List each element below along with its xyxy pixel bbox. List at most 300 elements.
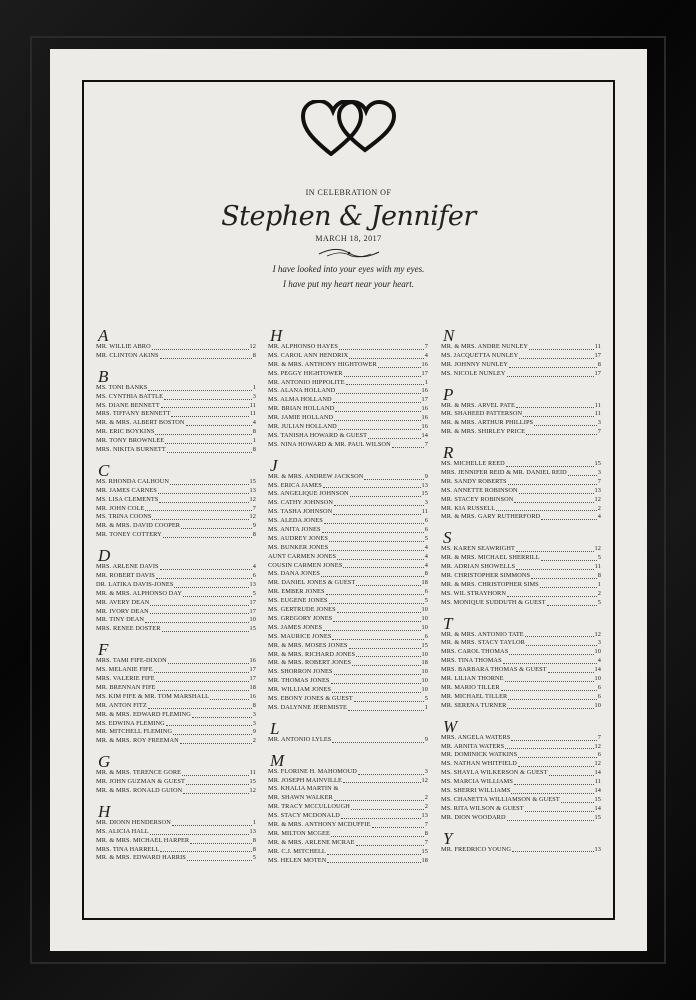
table-number: 6: [597, 751, 601, 759]
guest-row: [441, 410, 601, 419]
guest-name: MR. DOMINICK WATKINS: [441, 751, 518, 759]
guest-name: MS. ALMA HOLLAND: [268, 396, 332, 404]
table-number: 12: [421, 776, 428, 784]
guest-name: MS. MICHELLE REED: [441, 460, 505, 468]
dot-leader: [165, 437, 252, 444]
dot-leader: [526, 428, 597, 435]
guest-name: MR. MITCHELL FLEMING: [96, 728, 173, 736]
dot-leader: [516, 545, 594, 552]
table-number: 4: [597, 657, 601, 665]
table-number: 4: [424, 561, 428, 569]
section-letter: R: [443, 443, 454, 463]
dot-leader: [496, 505, 597, 512]
guest-row: [268, 535, 428, 544]
section-letter: D: [98, 546, 111, 566]
guest-row: [441, 554, 601, 563]
table-number: 13: [249, 827, 256, 835]
dot-leader: [341, 812, 421, 819]
dot-leader: [332, 736, 423, 743]
dot-leader: [503, 657, 597, 664]
guest-row: [96, 505, 256, 514]
table-number: 10: [249, 616, 256, 624]
table-number: 10: [421, 668, 428, 676]
table-number: 15: [249, 778, 256, 786]
guest-row: [441, 639, 601, 648]
table-number: 14: [594, 804, 601, 812]
section-letter: C: [98, 460, 110, 480]
dot-leader: [334, 668, 421, 675]
letter-group: [96, 366, 256, 455]
dot-leader: [190, 837, 252, 844]
guest-name: MR. TINY DEAN: [96, 616, 145, 624]
section-letter: H: [98, 801, 111, 821]
dot-leader: [167, 446, 252, 453]
seating-column-3: [441, 328, 601, 862]
guest-row: [268, 508, 428, 517]
table-number: 16: [249, 692, 256, 700]
table-number: 2: [424, 803, 428, 811]
table-number: 4: [424, 543, 428, 551]
table-number: 15: [594, 460, 601, 468]
guest-row: [441, 460, 601, 469]
table-number: 18: [421, 659, 428, 667]
table-number: 15: [249, 625, 256, 633]
table-number: 8: [252, 845, 256, 853]
guest-name: MRS. CAROL THOMAS: [441, 648, 509, 656]
guest-name: MR. ERIC BOYKINS: [96, 428, 155, 436]
table-number: 7: [597, 428, 601, 436]
table-number: 5: [597, 598, 601, 606]
table-number: 7: [424, 440, 428, 448]
guest-row: [96, 478, 256, 487]
dot-leader: [338, 423, 421, 430]
guest-row: [268, 642, 428, 651]
table-number: 15: [594, 795, 601, 803]
dot-leader: [507, 702, 593, 709]
dot-leader: [519, 352, 593, 359]
letter-group: [96, 548, 256, 634]
guest-row: [268, 659, 428, 668]
guest-row: [96, 563, 256, 572]
guest-name: MR. TONY BROWNLEE: [96, 437, 165, 445]
letter-group: [441, 716, 601, 823]
guest-row: [96, 419, 256, 428]
section-letter: J: [270, 455, 278, 475]
guest-name: MS. JACQUETTA NUNLEY: [441, 351, 519, 359]
dot-leader: [337, 553, 424, 560]
table-number: 8: [597, 572, 601, 580]
table-number: 16: [249, 657, 256, 665]
guest-row: [268, 785, 428, 794]
guest-name: MR. & MRS. MOSES JONES: [268, 641, 348, 649]
guest-name: MRS. TINA THOMAS: [441, 657, 502, 665]
section-letter: S: [443, 528, 452, 548]
table-number: 12: [594, 742, 601, 750]
dot-leader: [358, 768, 424, 775]
dot-leader: [356, 579, 420, 586]
guest-name: MR. ADRIAN SHOWELLS: [441, 563, 516, 571]
guest-name: MS. DALYNNE JEREMISTE: [268, 703, 347, 711]
table-number: 15: [421, 847, 428, 855]
guest-name: MR. JULIAN HOLLAND: [268, 423, 337, 431]
guest-row: [268, 821, 428, 830]
table-number: 10: [421, 623, 428, 631]
guest-row: [441, 814, 601, 823]
guest-name: MR. SERENA TURNER: [441, 701, 507, 709]
guest-row: [441, 760, 601, 769]
table-number: 11: [594, 410, 601, 418]
section-letter: G: [98, 752, 111, 772]
dot-leader: [523, 410, 594, 417]
guest-name: MR. & MRS. ALPHONSO DAY: [96, 589, 183, 597]
letter-group: [268, 718, 428, 745]
guest-name: MR. & MRS. EDWARD FLEMING: [96, 710, 191, 718]
table-number: 13: [421, 481, 428, 489]
guest-row: [96, 581, 256, 590]
letter-group: [268, 750, 428, 866]
guest-name: MS. DANA JONES: [268, 570, 320, 578]
table-number: 7: [424, 820, 428, 828]
table-number: 1: [424, 378, 428, 386]
table-number: 18: [249, 683, 256, 691]
dot-leader: [509, 648, 593, 655]
table-number: 1: [252, 383, 256, 391]
dot-leader: [164, 393, 252, 400]
table-number: 5: [252, 854, 256, 862]
guest-name: MS. WIL STRAYHORN: [441, 589, 506, 597]
dot-leader: [514, 778, 594, 785]
dot-leader: [159, 496, 248, 503]
guest-row: [268, 423, 428, 432]
guest-row: [441, 734, 601, 743]
guest-row: [441, 545, 601, 554]
guest-name: MS. ERICA JAMES: [268, 481, 322, 489]
dot-leader: [332, 686, 421, 693]
guest-row: [268, 490, 428, 499]
guest-row: [268, 379, 428, 388]
guest-row: [441, 496, 601, 505]
table-number: 10: [594, 675, 601, 683]
guest-name: MR. DION WOODARD: [441, 813, 506, 821]
guest-row: [96, 496, 256, 505]
guest-name: MS. KHALIA MARTIN &: [268, 785, 339, 793]
dot-leader: [157, 684, 249, 691]
guest-name: MR. LILIAN THORNE: [441, 675, 504, 683]
guest-name: MS. ALICIA HALL: [96, 827, 149, 835]
table-number: 6: [597, 683, 601, 691]
dot-leader: [332, 633, 423, 640]
guest-name: MRS. ANGELA WATERS: [441, 733, 511, 741]
section-letter: F: [98, 640, 109, 660]
guest-row: [441, 581, 601, 590]
dot-leader: [160, 563, 252, 570]
table-number: 12: [594, 630, 601, 638]
dot-leader: [333, 615, 420, 622]
guest-row: [268, 482, 428, 491]
dot-leader: [324, 517, 424, 524]
dot-leader: [155, 428, 251, 435]
guest-row: [268, 812, 428, 821]
guest-row: [441, 684, 601, 693]
table-number: 7: [252, 504, 256, 512]
guest-row: [268, 553, 428, 562]
table-number: 1: [252, 437, 256, 445]
dot-leader: [160, 846, 251, 853]
table-number: 3: [424, 499, 428, 507]
guest-row: [268, 736, 428, 745]
guest-name: MR. CHRISTOPHER SIMMONS: [441, 572, 531, 580]
dot-leader: [148, 702, 252, 709]
letter-group: [441, 328, 601, 379]
dot-leader: [166, 720, 252, 727]
dot-leader: [181, 522, 252, 529]
guest-name: MS. STACY MCDONALD: [268, 812, 340, 820]
table-number: 4: [597, 513, 601, 521]
table-number: 16: [421, 423, 428, 431]
dot-leader: [346, 379, 424, 386]
celebration-text: IN CELEBRATION OF: [305, 188, 392, 197]
guest-row: [268, 704, 428, 713]
guest-row: [96, 693, 256, 702]
guest-name: MR. STACEY ROBINSON: [441, 495, 514, 503]
section-letter: H: [270, 326, 283, 345]
guest-row: [96, 854, 256, 863]
guest-name: MS. KIM FIFE & MR. TOM MARSHALL: [96, 692, 210, 700]
guest-row: [96, 608, 256, 617]
dot-leader: [170, 478, 249, 485]
table-number: 13: [594, 845, 601, 853]
dot-leader: [507, 814, 594, 821]
guest-row: [96, 590, 256, 599]
guest-row: [441, 361, 601, 370]
table-number: 3: [597, 419, 601, 427]
table-number: 14: [594, 666, 601, 674]
section-letter: L: [270, 718, 280, 738]
guest-row: [441, 751, 601, 760]
guest-name: MR. SANDY ROBERTS: [441, 477, 507, 485]
guest-row: [96, 737, 256, 746]
guest-name: MR. ROBERT DAVIS: [96, 572, 155, 580]
guest-name: MR. SHAWN WALKER: [268, 794, 333, 802]
table-number: 11: [594, 401, 601, 409]
quote-line-1: I have looked into your eyes with my eyes.: [272, 264, 425, 274]
dot-leader: [525, 631, 594, 638]
guest-name: MR. & MRS. DAVID COOPER: [96, 522, 181, 530]
table-number: 10: [421, 650, 428, 658]
quote-line-2: I have put my heart near your heart.: [283, 279, 414, 289]
table-number: 3: [252, 710, 256, 718]
table-number: 3: [424, 767, 428, 775]
seating-column-2: [268, 328, 428, 873]
dot-leader: [506, 460, 594, 467]
guest-name: MS. TASHA JOHNSON: [268, 508, 333, 516]
guest-row: [96, 446, 256, 455]
guest-name: MR. FREDRICO YOUNG: [441, 845, 511, 853]
dot-leader: [331, 677, 421, 684]
guest-name: MS. NATHAN WHITFIELD: [441, 760, 517, 768]
dot-leader: [322, 526, 424, 533]
guest-row: [268, 544, 428, 553]
dot-leader: [158, 487, 249, 494]
table-number: 2: [597, 589, 601, 597]
guest-row: [268, 803, 428, 812]
table-number: 4: [252, 419, 256, 427]
guest-name: MR. & MRS. SHIRLEY PRICE: [441, 428, 526, 436]
guest-row: [268, 343, 428, 352]
guest-row: [96, 487, 256, 496]
guest-name: MR. ANTONIO LYLES: [268, 735, 332, 743]
guest-row: [441, 796, 601, 805]
dot-leader: [364, 473, 423, 480]
guest-name: MS. ALANA HOLLAND: [268, 387, 336, 395]
guest-row: [96, 428, 256, 437]
guest-row: [268, 830, 428, 839]
guest-row: [441, 666, 601, 675]
flourish-icon: [317, 246, 381, 260]
guest-row: [268, 526, 428, 535]
guest-name: MS. MONIQUE SUDDUTH & GUEST: [441, 598, 546, 606]
table-number: 13: [421, 812, 428, 820]
dot-leader: [161, 402, 249, 409]
guest-row: [96, 522, 256, 531]
guest-name: MR. DIONN HENDERSON: [96, 818, 171, 826]
guest-row: [268, 370, 428, 379]
table-number: 9: [424, 472, 428, 480]
guest-name: MS. MAURICE JONES: [268, 632, 332, 640]
guest-name: MR. & MRS. ARVEL PATE: [441, 401, 515, 409]
dot-leader: [326, 588, 424, 595]
guest-name: MR. WILLIAM JONES: [268, 686, 331, 694]
guest-name: MRS. ARLENE DAVIS: [96, 563, 159, 571]
table-number: 13: [249, 486, 256, 494]
letter-group: [96, 754, 256, 796]
guest-name: MR. WILLIE ABRO: [96, 343, 151, 350]
table-number: 1: [597, 580, 601, 588]
table-number: 12: [249, 786, 256, 794]
guest-name: MS. AUDREY JONES: [268, 534, 328, 542]
dot-leader: [323, 624, 420, 631]
guest-row: [96, 572, 256, 581]
guest-row: [96, 778, 256, 787]
table-number: 6: [424, 632, 428, 640]
dot-leader: [561, 796, 594, 803]
dot-leader: [349, 642, 421, 649]
guest-row: [96, 702, 256, 711]
letter-group: [441, 384, 601, 438]
guest-row: [441, 469, 601, 478]
table-number: 8: [252, 531, 256, 539]
quote: [82, 262, 615, 292]
table-number: 4: [252, 563, 256, 571]
dot-leader: [508, 693, 596, 700]
table-number: 5: [597, 554, 601, 562]
dot-leader: [343, 777, 421, 784]
guest-row: [268, 624, 428, 633]
intertwined-hearts-icon: [301, 100, 397, 156]
guest-name: MS. ANGELIQUE JOHNSON: [268, 490, 349, 498]
dot-leader: [505, 743, 593, 750]
table-number: 11: [594, 343, 601, 350]
table-number: 16: [421, 405, 428, 413]
guest-row: [268, 432, 428, 441]
guest-name: MS. MELANIE FIFE: [96, 666, 153, 674]
table-number: 12: [594, 545, 601, 553]
table-number: 8: [252, 428, 256, 436]
guest-row: [441, 352, 601, 361]
dot-leader: [168, 657, 249, 664]
guest-row: [268, 677, 428, 686]
dot-leader: [172, 819, 252, 826]
table-number: 18: [421, 856, 428, 864]
table-number: 11: [594, 563, 601, 571]
table-number: 5: [252, 589, 256, 597]
guest-row: [96, 684, 256, 693]
guest-row: [441, 769, 601, 778]
guest-name: MR. & MRS. CHRISTOPHER SIMS: [441, 580, 539, 588]
dot-leader: [540, 581, 597, 588]
table-number: 6: [424, 526, 428, 534]
guest-row: [268, 570, 428, 579]
section-letter: W: [443, 716, 458, 736]
dot-leader: [150, 608, 249, 615]
table-number: 7: [597, 477, 601, 485]
guest-row: [268, 615, 428, 624]
dot-leader: [173, 728, 252, 735]
guest-name: MS. KAREN SEAWRIGHT: [441, 545, 515, 553]
guest-name: MRS. RENEE DOSTER: [96, 625, 161, 633]
dot-leader: [549, 769, 594, 776]
dot-leader: [349, 352, 424, 359]
guest-row: [441, 675, 601, 684]
table-number: 11: [421, 508, 428, 516]
dot-leader: [150, 599, 248, 606]
section-letter: P: [443, 384, 454, 404]
dot-leader: [333, 396, 421, 403]
guest-row: [96, 531, 256, 540]
dot-leader: [511, 734, 596, 741]
guest-name: MS. MARCIA WILLIAMS: [441, 778, 513, 786]
dot-leader: [368, 432, 420, 439]
table-number: 17: [421, 369, 428, 377]
guest-name: MR. MARIO TILLER: [441, 683, 500, 691]
guest-name: MR. TONEY COTTERY: [96, 531, 162, 539]
guest-row: [268, 473, 428, 482]
table-number: 11: [249, 401, 256, 409]
guest-row: [268, 562, 428, 571]
guest-name: MR. MICHAEL TILLER: [441, 692, 508, 700]
guest-row: [96, 728, 256, 737]
dot-leader: [378, 361, 421, 368]
guest-row: [268, 606, 428, 615]
letter-group: [441, 445, 601, 522]
table-number: 10: [594, 648, 601, 656]
table-number: 8: [424, 829, 428, 837]
table-number: 4: [424, 351, 428, 359]
guest-name: MS. HELEN MOTEN: [268, 856, 327, 864]
guest-row: [441, 505, 601, 514]
table-number: 8: [252, 351, 256, 359]
guest-name: DR. LATIKA DAVIS-JONES: [96, 580, 174, 588]
guest-name: MS. RITA WILSON & GUEST: [441, 804, 524, 812]
letter-group: [96, 642, 256, 746]
guest-name: MR. & MRS. MICHAEL HARPER: [96, 836, 190, 844]
guest-row: [96, 666, 256, 675]
guest-name: MR. & MRS. EDWARD HARRIS: [96, 854, 186, 862]
dot-leader: [334, 414, 420, 421]
letter-group: [268, 328, 428, 450]
dot-leader: [192, 711, 252, 718]
guest-row: [268, 668, 428, 677]
